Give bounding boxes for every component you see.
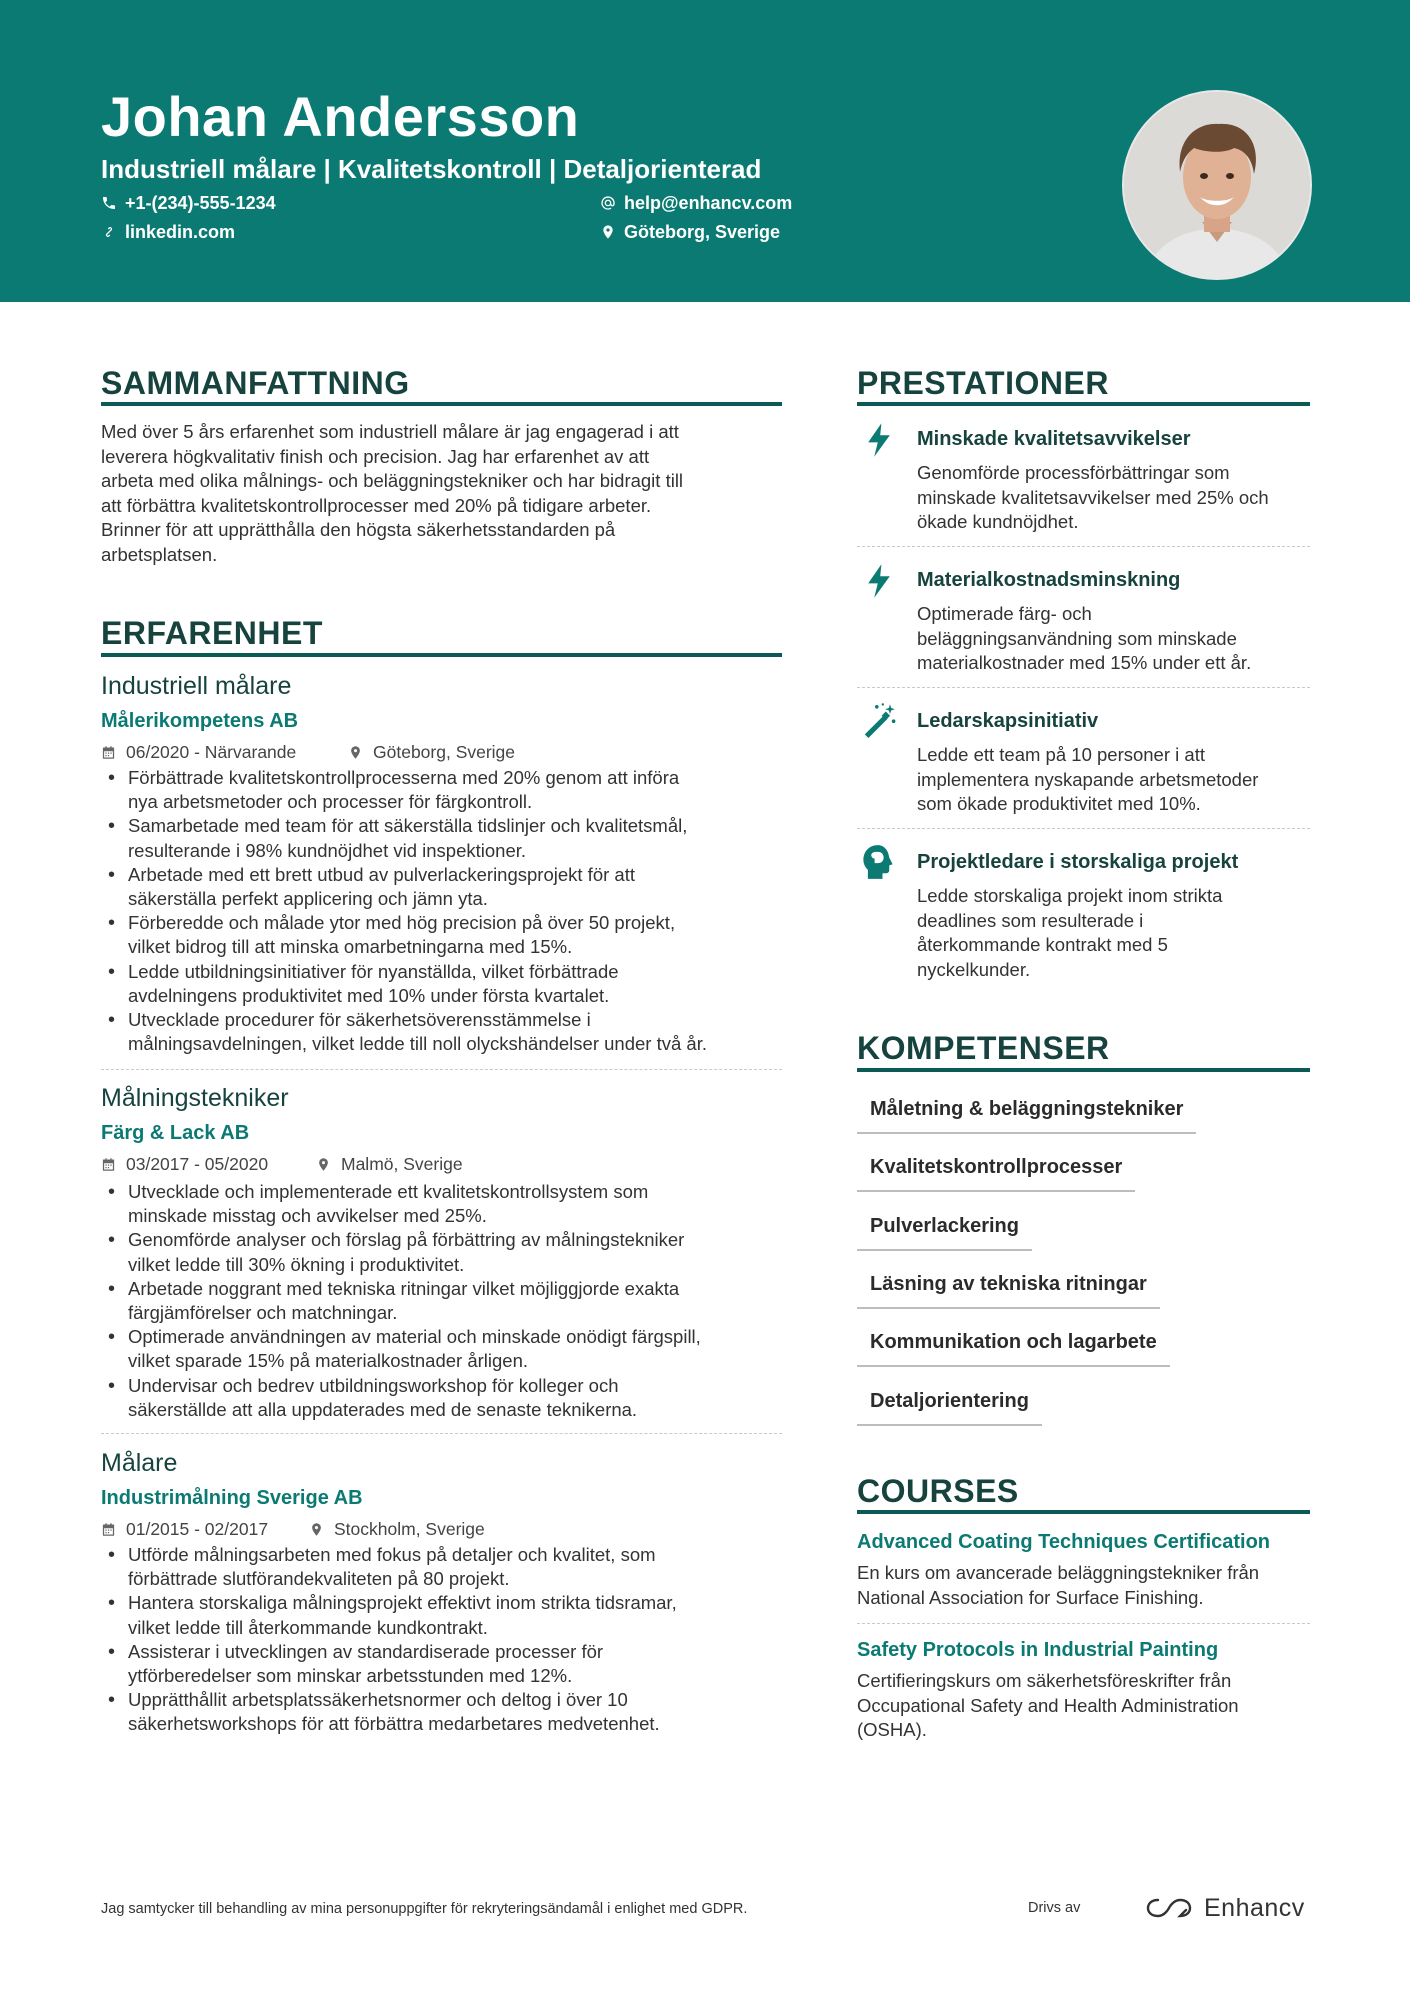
skill-tag: Måletning & beläggningstekniker [857,1096,1196,1134]
list-item [101,863,791,911]
phone-icon [101,195,117,211]
course-title: Advanced Coating Techniques Certification [857,1531,1271,1553]
achievement-line: minskade kvalitetsavvikelser med 25% och [917,486,1269,508]
job-dates [101,1153,268,1175]
achievement-line: Genomförde processförbättringar som [917,462,1230,483]
lightning-icon [864,563,894,599]
gdpr-consent: Jag samtycker till behandling av mina personuppgifter för rekryteringsändamål i enlighet med GDPR. [101,1901,748,1917]
courses-heading: COURSES [857,1473,1019,1509]
summary-rule [101,402,782,406]
bullet-line: • Arbetade med ett brett utbud av pulverlackeringsprojekt för att [128,863,635,885]
bullet-line: nya arbetsmetoder och processer för färgkontroll. [128,791,533,813]
calendar-icon [101,1157,116,1172]
job-location-text: Stockholm, Sverige [334,1519,485,1539]
job-location-text: Malmö, Sverige [341,1154,463,1174]
bullet-line: resulterande i 98% kundnöjdhet vid inspektioner. [128,839,527,861]
list-item [101,1180,791,1228]
course-line: En kurs om avancerade beläggningstekniker från [857,1562,1260,1583]
link-icon [101,224,117,240]
skills-rule [857,1068,1310,1072]
bullet-line: vilket ledde till återkommande kundkontrakt. [128,1616,488,1638]
skill-tag: Pulverlackering [857,1213,1032,1251]
skill-tag: Kvalitetskontrollprocesser [857,1154,1135,1192]
bullet-line: • Ledde utbildningsinitiativer för nyanställda, vilket förbättrade [128,960,619,982]
job-location [316,1153,463,1175]
phone-contact [101,191,276,215]
achievement-title: Projektledare i storskaliga projekt [917,851,1239,873]
bullet-line: • Upprätthållit arbetsplatssäkerhetsnormer och deltog i över 10 [128,1689,628,1711]
skill-tag: Läsning av tekniska ritningar [857,1271,1160,1309]
powered-by-label: Drivs av [1028,1900,1081,1916]
achievement-text [917,461,1317,535]
person-portrait-icon [1124,92,1310,278]
job-dates-text: 03/2017 - 05/2020 [126,1154,269,1174]
achievement-line: implementera nyskapande arbetsmetoder [917,768,1259,790]
list-item [101,1228,791,1276]
skill-tag: Kommunikation och lagarbete [857,1329,1170,1367]
bullet-line: målningsavdelningen, vilket ledde till noll olyckshändelser under två år. [128,1033,707,1055]
bullet-line: säkerhetsworkshops för att förbättra medarbetares medvetenhet. [128,1713,660,1735]
phone-text: +1-(234)-555-1234 [125,193,276,213]
course-line: Certifieringskurs om säkerhetsföreskrifter från [857,1670,1232,1691]
list-item [101,1374,791,1422]
achievements-heading: PRESTATIONER [857,365,1109,401]
bullet-line: minskade misstag och avvikelser med 25%. [128,1205,487,1227]
course-line: Occupational Safety and Health Administration [857,1694,1239,1716]
header-banner [0,0,1410,302]
job-title: Målningstekniker [101,1084,289,1112]
summary-line: arbetsplatsen. [101,543,218,565]
job-dates [101,1518,268,1540]
enhancv-logo-icon [1146,1896,1192,1920]
email-contact[interactable] [600,191,792,215]
magic-wand-icon [860,702,896,738]
list-item [101,814,791,862]
head-brain-icon [861,844,895,880]
list-item [101,1008,791,1056]
bullet-line: • Utvecklade procedurer för säkerhetsöverensstämmelse i [128,1009,591,1031]
job-bullets [101,1180,791,1422]
bullet-line: vilket bidrog till att minska omarbetningarna med 15%. [128,936,573,958]
experience-rule [101,653,782,657]
calendar-icon [101,1522,116,1537]
skills-heading: KOMPETENSER [857,1030,1110,1066]
bullet-line: vilket sparade 15% på materialkostnader årligen. [128,1350,529,1372]
bullet-line: förbättrade slutförandekvaliteten på 80 projekt. [128,1568,510,1590]
location-text: Göteborg, Sverige [624,222,781,242]
bullet-line: • Genomförde analyser och förslag på förbättring av målningstekniker [128,1229,685,1251]
bullet-line: • Assisterar i utvecklingen av standardiserade processer för [128,1640,604,1662]
achievement-line: Optimerade färg- och [917,603,1092,624]
job-location [309,1518,485,1540]
courses-rule [857,1510,1310,1514]
location-contact [600,220,780,244]
achievement-line: materialkostnader med 15% under ett år. [917,652,1252,673]
job-dates-text: 06/2020 - Närvarande [126,742,297,762]
list-item [101,1688,791,1736]
job-title: Målare [101,1449,178,1477]
job-dates-text: 01/2015 - 02/2017 [126,1519,269,1539]
achievement-text [917,743,1317,817]
company-name: Färg & Lack AB [101,1122,250,1144]
summary-text [101,420,791,567]
achievement-divider [857,546,1310,547]
at-icon [600,195,616,211]
achievement-line: som ökade produktivitet med 10%. [917,793,1201,814]
course-line: (OSHA). [857,1719,927,1740]
location-pin-icon [348,745,363,760]
company-name: Industrimålning Sverige AB [101,1487,363,1509]
summary-line: arbeta med olika målnings- och beläggningstekniker och har bidragit till [101,470,684,491]
achievement-title: Materialkostnadsminskning [917,569,1181,591]
achievement-divider [857,828,1310,829]
achievement-divider [857,687,1310,688]
job-divider [101,1433,782,1434]
enhancv-brand[interactable]: Enhancv [1204,1894,1305,1922]
experience-heading: ERFARENHET [101,615,323,651]
job-title: Industriell målare [101,672,292,700]
achievement-line: beläggningsanvändning som minskade [917,627,1237,649]
email-text: help@enhancv.com [624,193,793,213]
course-text [857,1561,1317,1610]
achievement-line: nyckelkunder. [917,958,1031,980]
bullet-line: • Utförde målningsarbeten med fokus på detaljer och kvalitet, som [128,1544,656,1565]
bullet-line: • Förberedde och målade ytor med hög precision på över 50 projekt, [128,912,676,934]
job-dates [101,741,296,763]
achievement-title: Minskade kvalitetsavvikelser [917,428,1191,450]
calendar-icon [101,745,116,760]
bullet-line: säkerställde att alla uppdaterades med de senaste teknikerna. [128,1398,638,1420]
linkedin-text: linkedin.com [125,222,236,242]
candidate-name: Johan Andersson [101,85,580,148]
list-item [101,1640,791,1688]
profile-photo [1122,90,1312,280]
job-location-text: Göteborg, Sverige [373,742,516,762]
bullet-line: • Optimerade användningen av material och minskade onödigt färgspill, [128,1326,701,1348]
bullet-line: • Utvecklade och implementerade ett kvalitetskontrollsystem som [128,1181,649,1202]
course-text [857,1669,1317,1743]
list-item [101,960,791,1008]
summary-line: Brinner för att upprätthålla den högsta säkerhetsstandarden på [101,519,616,540]
summary-line: Med över 5 års erfarenhet som industriell målare är jag engagerad i att [101,421,679,442]
job-bullets [101,1543,791,1737]
bullet-line: • Hantera storskaliga målningsprojekt effektivt inom strikta tidsramar, [128,1592,677,1614]
location-pin-icon [600,224,616,240]
skill-tag: Detaljorientering [857,1388,1042,1426]
summary-line: att förbättra kvalitetskontrollprocesser med 20% på tidigare arbeter. [101,494,652,516]
job-bullets [101,766,791,1056]
bullet-line: ytförberedelser som minskar arbetsstunden med 12%. [128,1665,573,1687]
bullet-line: vilket ledde till 30% ökning i produktivitet. [128,1253,465,1275]
candidate-tagline: Industriell målare | Kvalitetskontroll | Detaljorienterad [101,154,762,184]
location-pin-icon [309,1522,324,1537]
bullet-line: • Arbetade noggrant med tekniska ritningar vilket möjliggjorde exakta [128,1277,680,1299]
achievement-line: Ledde ett team på 10 personer i att [917,744,1205,765]
bullet-line: • Förbättrade kvalitetskontrollprocesserna med 20% genom att införa [128,767,680,788]
company-name: Målerikompetens AB [101,710,299,732]
achievement-line: Ledde storskaliga projekt inom strikta [917,885,1223,906]
achievement-line: deadlines som resulterade i [917,909,1144,931]
bullet-line: avdelningens produktivitet med 10% under första kvartalet. [128,984,610,1006]
achievement-line: ökade kundnöjdhet. [917,511,1079,532]
list-item [101,1325,791,1373]
bullet-line: • Samarbetade med team för att säkerställa tidslinjer och kvalitetsmål, [128,815,688,837]
summary-line: leverera högkvalitativ finish och precision. Jag har erfarenhet av att [101,445,650,467]
location-pin-icon [316,1157,331,1172]
achievement-line: återkommande kontrakt med 5 [917,934,1168,955]
list-item [101,1543,791,1591]
list-item [101,1591,791,1639]
list-item [101,766,791,814]
lightning-icon [864,422,894,458]
job-location [348,741,515,763]
list-item [101,1277,791,1325]
linkedin-contact[interactable] [101,220,235,244]
bullet-line: • Undervisar och bedrev utbildningsworkshop för kolleger och [128,1374,619,1396]
summary-heading: SAMMANFATTNING [101,365,410,401]
list-item [101,911,791,959]
course-divider [857,1623,1310,1624]
bullet-line: färgjämförelser och matchningar. [128,1302,398,1324]
achievements-rule [857,402,1310,406]
course-line: National Association for Surface Finishing. [857,1586,1204,1608]
achievement-title: Ledarskapsinitiativ [917,710,1099,732]
achievement-text [917,884,1317,982]
course-title: Safety Protocols in Industrial Painting [857,1639,1219,1661]
achievement-text [917,602,1317,676]
job-divider [101,1069,782,1070]
bullet-line: säkerställa perfekt applicering och jämn yta. [128,888,488,910]
